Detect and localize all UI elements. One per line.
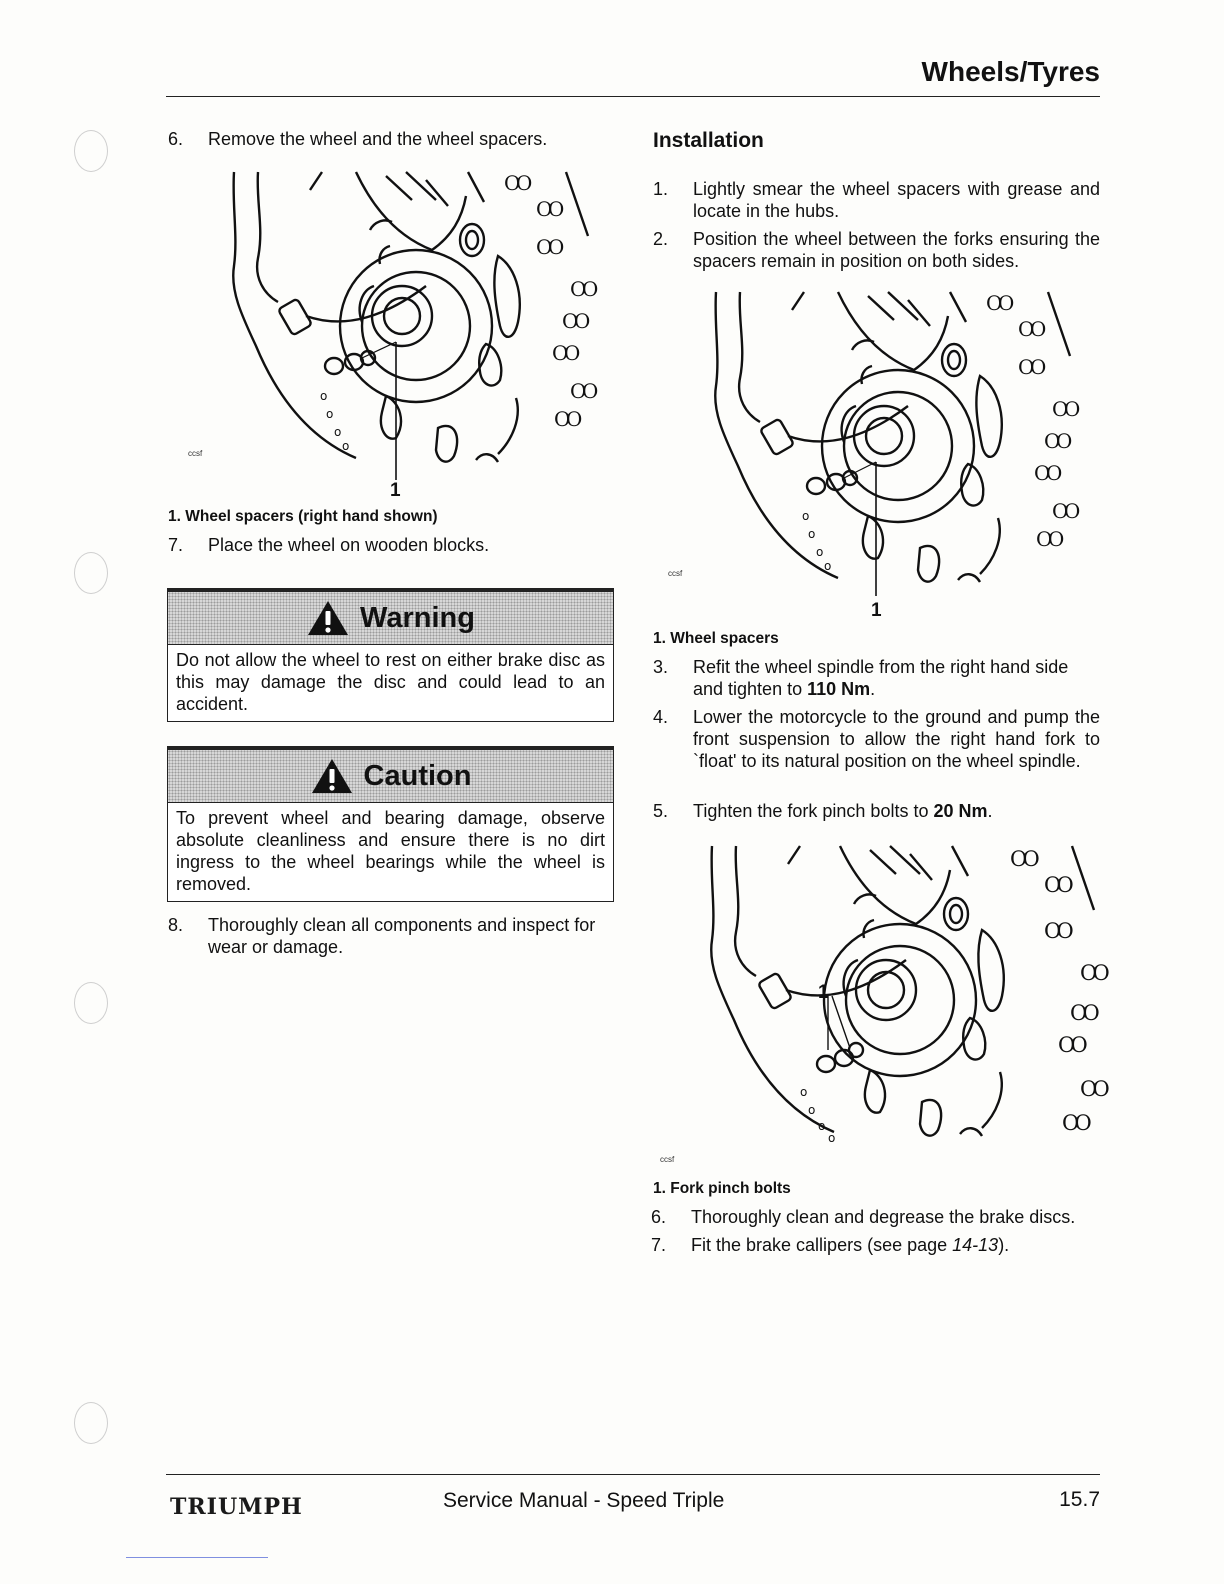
step-6-right — [651, 1206, 1100, 1228]
bottom-link-underline — [126, 1557, 268, 1558]
svg-text:o: o — [800, 1085, 808, 1099]
svg-text:o: o — [334, 425, 342, 439]
svg-text:Ꝏ: Ꝏ — [1044, 919, 1074, 943]
svg-text:o: o — [818, 1119, 826, 1133]
svg-text:Ꝏ: Ꝏ — [1010, 847, 1040, 871]
page-number: 15.7 — [1059, 1488, 1100, 1511]
step-number: 7. — [651, 1235, 667, 1255]
svg-text:Ꝏ: Ꝏ — [986, 291, 1015, 315]
svg-text:o: o — [808, 527, 816, 541]
binder-hole-mark — [74, 982, 108, 1024]
step-3-right — [653, 656, 1100, 700]
caution-box — [167, 746, 614, 902]
step-text: Lower the motorcycle to the ground and pump the front suspension to allow the right hand fork to `float' to its natural position on the wheel spindle. — [693, 707, 1100, 771]
step-number: 1. — [653, 179, 669, 199]
figure-callout: 1 — [871, 600, 882, 621]
svg-text:o: o — [824, 559, 832, 573]
wheel-hub-illustration-1 — [186, 166, 598, 500]
figure-callout: 1 — [818, 982, 829, 1003]
warning-box — [167, 588, 614, 722]
step-8-left — [168, 914, 614, 958]
step-text-part: Refit the wheel spindle from the right hand side and tighten to — [693, 657, 1069, 699]
caution-title: Caution — [363, 759, 472, 792]
svg-text:Ꝏ: Ꝏ — [504, 171, 533, 195]
svg-text:o: o — [828, 1131, 836, 1145]
step-7-right — [651, 1234, 1100, 1256]
svg-text:Ꝏ: Ꝏ — [1062, 1111, 1092, 1135]
section-heading-installation: Installation — [653, 129, 764, 152]
wheel-hub-illustration-2 — [668, 286, 1080, 620]
figure-code: ccsf — [660, 1155, 675, 1164]
torque-value: 110 Nm — [807, 679, 871, 699]
step-number: 7. — [168, 535, 184, 555]
svg-text:o: o — [342, 439, 350, 453]
step-text: Thoroughly clean all components and inspect for wear or damage. — [208, 915, 596, 957]
svg-text:o: o — [320, 389, 328, 403]
caution-triangle-icon — [310, 757, 354, 795]
step-number: 6. — [651, 1207, 667, 1227]
warning-header — [168, 592, 613, 645]
footer-rule — [166, 1474, 1100, 1475]
svg-text:Ꝏ: Ꝏ — [1070, 1001, 1100, 1025]
step-2-right — [653, 228, 1100, 272]
step-number: 4. — [653, 707, 669, 727]
step-number: 3. — [653, 657, 669, 677]
svg-text:o: o — [816, 545, 824, 559]
binder-hole-mark — [74, 130, 108, 172]
svg-text:Ꝏ: Ꝏ — [1080, 1077, 1110, 1101]
svg-text:Ꝏ: Ꝏ — [1044, 873, 1074, 897]
svg-text:Ꝏ: Ꝏ — [1036, 527, 1065, 551]
svg-text:Ꝏ: Ꝏ — [570, 379, 599, 403]
step-number: 5. — [653, 801, 669, 821]
header-rule — [166, 96, 1100, 97]
step-text: Remove the wheel and the wheel spacers. — [208, 129, 548, 149]
figure-caption: 1. Wheel spacers — [653, 630, 779, 647]
step-text: Thoroughly clean and degrease the brake discs. — [691, 1207, 1076, 1227]
figure-caption: 1. Fork pinch bolts — [653, 1180, 791, 1197]
step-number: 6. — [168, 129, 184, 149]
svg-text:Ꝏ: Ꝏ — [1080, 961, 1110, 985]
step-text: Place the wheel on wooden blocks. — [208, 535, 490, 555]
warning-text: Do not allow the wheel to rest on either brake disc as this may damage the disc and could lead to an accident. — [176, 650, 605, 714]
step-text — [693, 800, 1100, 822]
svg-text:o: o — [808, 1103, 816, 1117]
svg-text:Ꝏ: Ꝏ — [1052, 499, 1081, 523]
page-title: Wheels/Tyres — [921, 56, 1100, 87]
binder-hole-mark — [74, 552, 108, 594]
svg-text:Ꝏ: Ꝏ — [562, 309, 591, 333]
svg-text:o: o — [326, 407, 334, 421]
svg-text:Ꝏ: Ꝏ — [1044, 429, 1073, 453]
figure-code: ccsf — [188, 449, 203, 458]
wheel-hub-illustration-3 — [660, 840, 1110, 1170]
svg-text:Ꝏ: Ꝏ — [552, 341, 581, 365]
figure-callout: 1 — [390, 480, 401, 501]
step-text-part: ). — [998, 1235, 1010, 1255]
svg-text:o: o — [802, 509, 810, 523]
footer-manual-title: Service Manual - Speed Triple — [443, 1489, 725, 1512]
step-5-right — [653, 800, 1100, 822]
warning-triangle-icon — [306, 599, 350, 637]
svg-text:Ꝏ: Ꝏ — [1018, 355, 1047, 379]
svg-text:Ꝏ: Ꝏ — [554, 407, 583, 431]
step-7-left — [168, 534, 614, 556]
caution-text: To prevent wheel and bearing damage, observe absolute cleanliness and ensure there is no dirt ingress to the wheel bearings while the wheel is removed. — [176, 808, 605, 894]
svg-text:Ꝏ: Ꝏ — [570, 277, 599, 301]
page-reference: 14-13 — [952, 1235, 999, 1255]
binder-hole-mark — [74, 1402, 108, 1444]
step-text-part: Tighten the fork pinch bolts to — [693, 801, 934, 821]
step-text-part: . — [870, 679, 876, 699]
svg-text:Ꝏ: Ꝏ — [1018, 317, 1047, 341]
step-text — [693, 656, 1100, 700]
svg-text:Ꝏ: Ꝏ — [536, 197, 565, 221]
step-6-left — [168, 128, 614, 150]
svg-text:Ꝏ: Ꝏ — [536, 235, 565, 259]
step-text-part: . — [987, 801, 993, 821]
triumph-logo: TRIUMPH — [170, 1494, 303, 1520]
svg-text:Ꝏ: Ꝏ — [1034, 461, 1063, 485]
step-number: 8. — [168, 915, 184, 935]
step-1-right — [653, 178, 1100, 222]
step-number: 2. — [653, 229, 669, 249]
step-text-part: Fit the brake callipers (see page — [691, 1235, 953, 1255]
warning-title: Warning — [360, 601, 475, 634]
svg-text:Ꝏ: Ꝏ — [1052, 397, 1081, 421]
torque-value: 20 Nm — [933, 801, 988, 821]
step-text: Lightly smear the wheel spacers with grease and locate in the hubs. — [693, 179, 1100, 221]
step-text: Position the wheel between the forks ensuring the spacers remain in position on both sides. — [693, 229, 1100, 271]
step-4-right — [653, 706, 1100, 794]
step-text — [691, 1234, 1009, 1256]
caution-header — [168, 750, 613, 803]
figure-caption: 1. Wheel spacers (right hand shown) — [168, 508, 438, 525]
figure-code: ccsf — [668, 569, 683, 578]
svg-text:Ꝏ: Ꝏ — [1058, 1033, 1088, 1057]
